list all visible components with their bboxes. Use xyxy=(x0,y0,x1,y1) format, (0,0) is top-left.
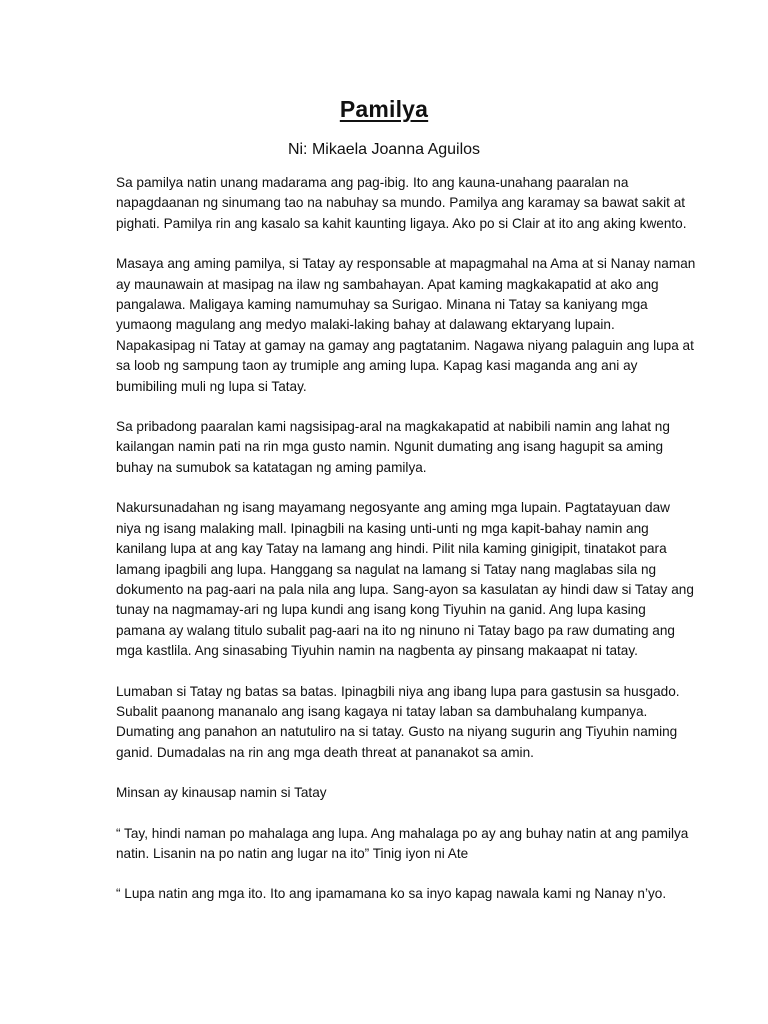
paragraph: Minsan ay kinausap namin si Tatay xyxy=(116,785,327,801)
paragraph: Masaya ang aming pamilya, si Tatay ay responsable at mapagmahal na Ama at si Nanay naman ay maunawain at masipag na ilaw ng sambahayan. Apat kaming magkakapatid at ako ang pangalawa. Maligaya kaming namumuhay sa Surigao. Minana ni Tatay sa kaniyang mga yumaong magulang ang medyo malaki-laking bahay at dalawang ektaryang lupain. Napakasipag ni Tatay at gamay na gamay ang pagtatanim. Nagawa niyang palaguin ang lupa at sa loob ng sampung taon ay trumiple ang aming lupa. Kapag kasi maganda ang ani ay bumibiling muli ng lupa si Tatay. xyxy=(116,256,696,394)
paragraph: Sa pribadong paaralan kami nagsisipag-aral na magkakapatid at nabibili namin ang lahat ng kailangan namin pati na rin mga gusto namin. Ngunit dumating ang isang hagupit sa aming buhay na sumubok sa katatagan ng aming pamilya. xyxy=(116,419,670,475)
document-body xyxy=(116,173,696,925)
paragraph: “ Lupa natin ang mga ito. Ito ang ipamamana ko sa inyo kapag nawala kami ng Nanay n’yo. xyxy=(116,886,667,902)
paragraph: Nakursunadahan ng isang mayamang negosyante ang aming mga lupain. Pagtatayuan daw niya ng isang malaking mall. Ipinagbili na kasing unti-unti ng mga kapit-bahay namin ang kanilang lupa at ang kay Tatay na lamang ang hindi. Pilit nila kaming ginigipit, tinatakot para lamang ipagbili ang lupa. Hanggang sa nagulat na lamang si Tatay nang maglabas sila ng dokumento na pag-aari na pala nila ang lupa. Sang-ayon sa kasulatan ay hindi daw si Tatay ang tunay na nagmamay-ari ng lupa kundi ang isang kong Tiyuhin na ganid. Ang lupa kasing pamana ay walang titulo subalit pag-aari na ito ng ninuno ni Tatay bago pa raw dumating ang mga kastlila. Ang sinasabing Tiyuhin namin na nagbenta ay pinsang makaapat ni tatay. xyxy=(116,500,694,659)
document-title: Pamilya xyxy=(339,96,429,122)
document-author: Ni: Mikaela Joanna Aguilos xyxy=(287,141,481,158)
paragraph: “ Tay, hindi naman po mahalaga ang lupa. Ang mahalaga po ay ang buhay natin at ang pamilya natin. Lisanin na po natin ang lugar na ito” Tinig iyon ni Ate xyxy=(116,825,689,861)
paragraph: Lumaban si Tatay ng batas sa batas. Ipinagbili niya ang ibang lupa para gastusin sa husgado. Subalit paanong mananalo ang isang kagaya ni tatay laban sa dambuhalang kumpanya. Dumating ang panahon an natutuliro na si tatay. Gusto na niyang sugurin ang Tiyuhin naming ganid. Dumadalas na rin ang mga death threat at pananakot sa amin. xyxy=(116,683,680,760)
paragraph: Sa pamilya natin unang madarama ang pag-ibig. Ito ang kauna-unahang paaralan na napagdaanan ng sinumang tao na nabuhay sa mundo. Pamilya ang karamay sa bawat sakit at pighati. Pamilya rin ang kasalo sa kahit kaunting ligaya. Ako po si Clair at ito ang aking kwento. xyxy=(116,175,687,231)
